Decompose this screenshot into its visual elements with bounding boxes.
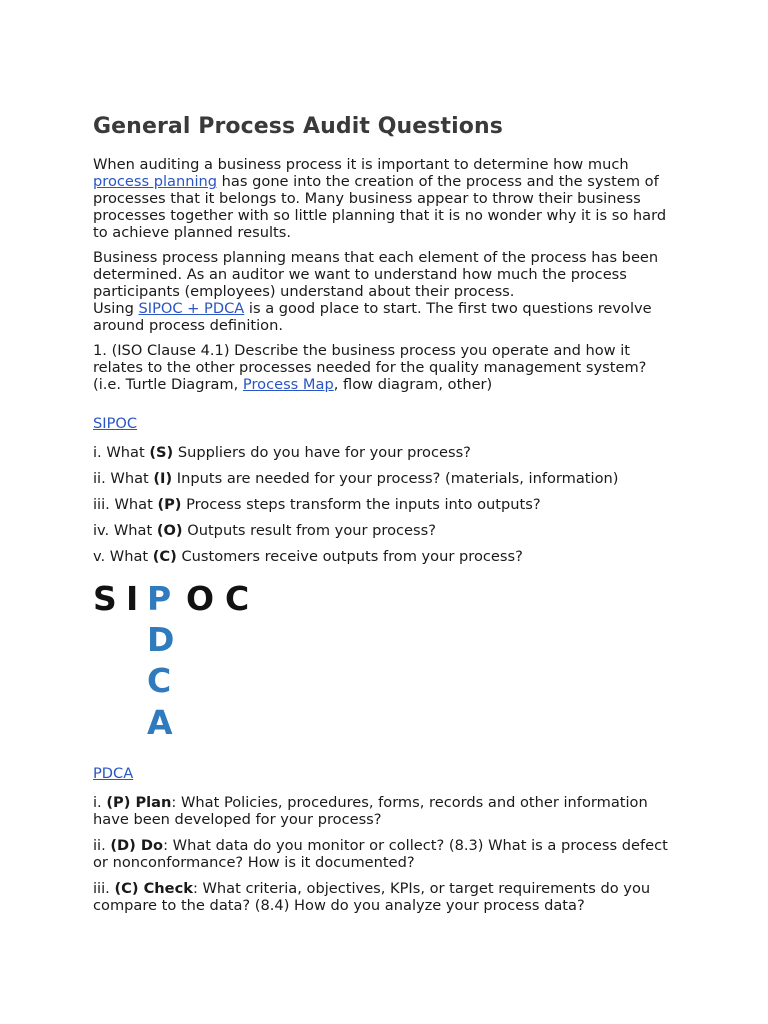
page-title: General Process Audit Questions (93, 114, 503, 139)
sipoc-heading-link[interactable]: SIPOC (93, 415, 138, 432)
sipoc-question: ii. What (I) Inputs are needed for your process? (materials, information) (93, 470, 619, 487)
sipoc-question: v. What (C) Customers receive outputs from your process? (93, 548, 523, 565)
diagram-letter-c-check: C (147, 661, 172, 700)
intro-paragraph-2: Business process planning means that each element of the process has been determined. As an auditor we want to understand how much the process participants (employees) understand about their process. Using SIPOC + PDCA is a good place to start. The first two questions revolve around process definition. (93, 249, 659, 334)
diagram-letter-c: C (225, 579, 250, 618)
diagram-letter-a: A (147, 703, 173, 742)
document-page (93, 112, 673, 923)
diagram-letter-p: P (147, 579, 172, 618)
sipoc-question-list (93, 444, 673, 565)
sipoc-pdca-link[interactable]: SIPOC + PDCA (138, 300, 245, 317)
pdca-heading-link[interactable]: PDCA (93, 765, 134, 782)
pdca-question: iii. (C) Check: What criteria, objectives, KPIs, or target requirements do you compare to the data? (8.4) How do you analyze your process data? (93, 880, 651, 914)
sipoc-question: i. What (S) Suppliers do you have for your process? (93, 444, 471, 461)
pdca-question: i. (P) Plan: What Policies, procedures, forms, records and other information have been developed for your process? (93, 794, 648, 828)
pdca-question-list (93, 794, 673, 914)
pdca-question: ii. (D) Do: What data do you monitor or collect? (8.3) What is a process defect or nonconformance? How is it documented? (93, 837, 668, 871)
sipoc-question: iv. What (O) Outputs result from your process? (93, 522, 436, 539)
process-map-link[interactable]: Process Map (242, 376, 334, 393)
diagram-letter-d: D (147, 620, 175, 659)
diagram-letter-s: S (93, 579, 117, 618)
sipoc-question: iii. What (P) Process steps transform the inputs into outputs? (93, 496, 541, 513)
intro-paragraph-1: When auditing a business process it is important to determine how much process planning has gone into the creation of the process and the system of processes that it belongs to. Many business appear to throw their business processes together with so little planning that it is no wonder why it is so hard to achieve planned results. (93, 156, 667, 241)
question-1: 1. (ISO Clause 4.1) Describe the business process you operate and how it relates to the other processes needed for the quality management system? (i.e. Turtle Diagram, Process Map, flow diagram, other) (93, 342, 647, 393)
sipoc-pdca-diagram (93, 581, 263, 743)
diagram-letter-o: O (186, 579, 215, 618)
process-planning-link[interactable]: process planning (93, 173, 218, 190)
diagram-letter-i: I (126, 579, 139, 618)
